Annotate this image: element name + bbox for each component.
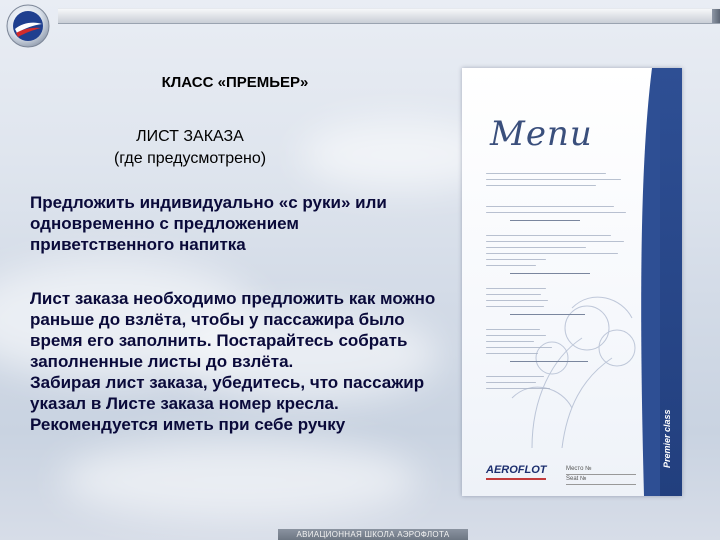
menu-script-title: Menu — [490, 114, 593, 154]
slide-title-text: КЛАСС «ПРЕМЬЕР» — [161, 74, 309, 91]
text-line: Забирая лист заказа, убедитесь, что пассажир — [30, 373, 425, 392]
seat-field-en: Seat № — [566, 475, 636, 485]
text-line: Предложить индивидуально «с руки» или — [30, 193, 387, 212]
footer-caption: АВИАЦИОННАЯ ШКОЛА АЭРОФЛОТА — [278, 529, 468, 540]
aeroflot-logo-icon — [4, 2, 52, 50]
text-line: раньше до взлёта, чтобы у пассажира было — [30, 310, 405, 329]
slide-title — [30, 74, 440, 91]
menu-text-lines — [486, 168, 636, 394]
text-line: приветственного напитка — [30, 235, 246, 254]
text-line: одновременно с предложением — [30, 214, 299, 233]
cloud-decoration — [60, 440, 420, 520]
menu-side-panel — [660, 68, 682, 496]
order-sheet-note: (где предусмотрено) — [113, 150, 267, 167]
menu-side-label: Premier class — [662, 409, 672, 469]
seat-number-fields — [566, 465, 636, 485]
aeroflot-brand-text: AEROFLOT — [486, 464, 547, 476]
seat-field-ru: Место № — [566, 465, 636, 475]
menu-card-image — [462, 68, 682, 496]
instruction-paragraph-1 — [30, 192, 470, 255]
text-line: заполненные листы до взлёта. — [30, 352, 294, 371]
instruction-paragraph-2 — [30, 288, 470, 435]
header-bar-end — [712, 9, 720, 23]
order-sheet-title: ЛИСТ ЗАКАЗА — [136, 128, 244, 145]
text-line: время его заполнить. Постарайтесь собрать — [30, 331, 408, 350]
text-line: Лист заказа необходимо предложить как можно — [30, 289, 436, 308]
header-bar — [58, 8, 720, 24]
text-line: указал в Листе заказа номер кресла. — [30, 394, 339, 413]
order-sheet-heading — [70, 126, 310, 170]
brand-underline — [486, 478, 546, 480]
text-line: Рекомендуется иметь при себе ручку — [30, 415, 346, 434]
